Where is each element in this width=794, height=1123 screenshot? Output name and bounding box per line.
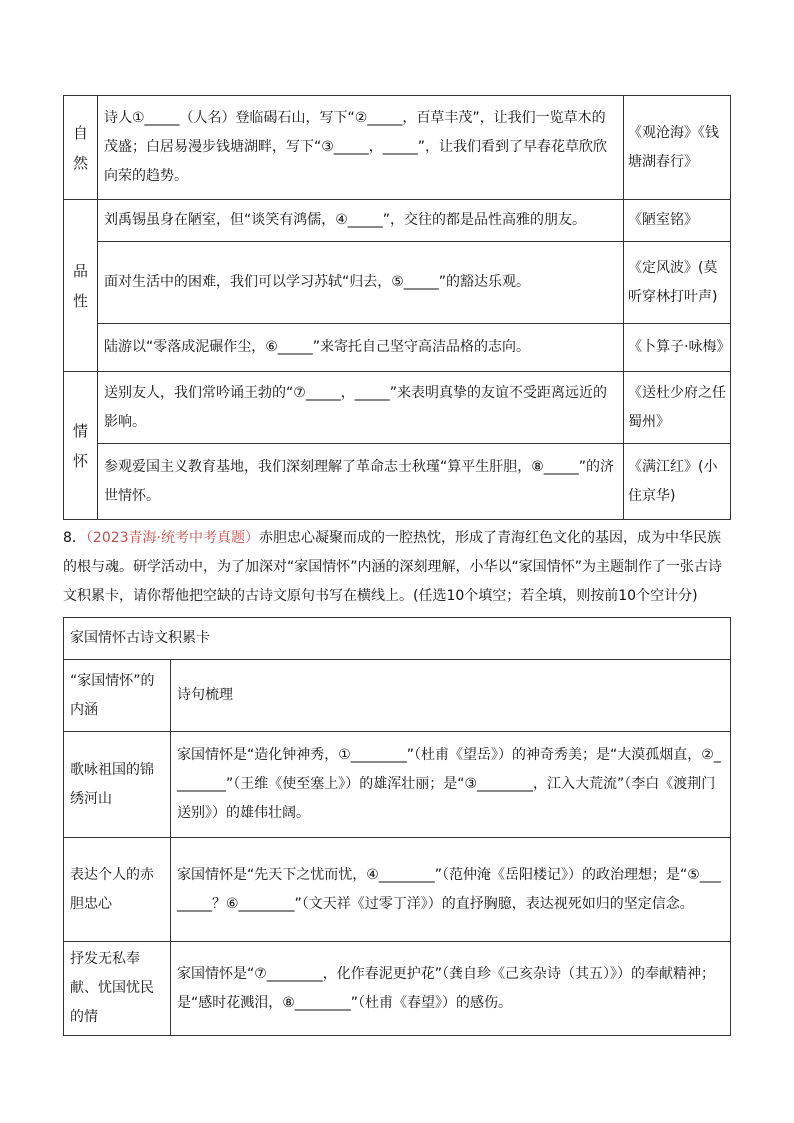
question-8 <box>63 524 733 611</box>
source-cell: 《定风波》(莫听穿林打叶声) <box>624 242 731 324</box>
table-row <box>64 324 731 372</box>
question-text: 赤胆忠心凝聚而成的一腔热忱，形成了青海红色文化的基因，成为中华民族的根与魂。研学活动中，为了加深对“家国情怀”内涵的深刻理解，小华以“家国情怀”为主题制作了一张古诗文积累卡，请你帮他把空缺的古诗文原句书写在横线上。(任选10个填空；若全填，则按前10个空计分) <box>63 530 723 604</box>
content-cell: 刘禹锡虽身在陋室，但“谈笑有鸿儒，④_____”，交往的都是品性高雅的朋友。 <box>98 200 624 242</box>
table-title-row <box>64 618 731 660</box>
source-cell: 《陋室铭》 <box>624 200 731 242</box>
poetry-table-2 <box>63 617 731 1036</box>
table-row <box>64 444 731 520</box>
table-row <box>64 96 731 200</box>
category-cell: 品性 <box>64 200 98 372</box>
content-cell: 送别友人，我们常吟诵王勃的“⑦_____，_____”来表明真挚的友谊不受距离远近的影响。 <box>98 372 624 444</box>
table-row <box>64 372 731 444</box>
content-cell: 家国情怀是“⑦________，化作春泥更护花”（龚自珍《己亥杂诗（其五）》）的奉献精神；是“感时花溅泪，⑧________”（杜甫《春望》）的感伤。 <box>171 942 731 1036</box>
category-cell: 自然 <box>64 96 98 200</box>
content-cell: 诗人①_____（人名）登临碣石山，写下“②_____，百草丰茂”，让我们一览草木的茂盛；白居易漫步钱塘湖畔，写下“③_____，_____”，让我们看到了早春花草欣欣向荣的趋势。 <box>98 96 624 200</box>
table-header-row <box>64 660 731 732</box>
table-row <box>64 942 731 1036</box>
table-row <box>64 732 731 838</box>
source-cell: 《卜算子·咏梅》 <box>624 324 731 372</box>
question-number: 8． <box>63 530 86 546</box>
source-cell: 《满江红》(小住京华) <box>624 444 731 520</box>
header-meaning: “家国情怀”的内涵 <box>64 660 171 732</box>
question-source-tag[interactable]: （2023青海·统考中考真题） <box>85 530 260 546</box>
content-cell: 家国情怀是“造化钟神秀，①________”（杜甫《望岳》）的神奇秀美；是“大漠孤烟直，②________”（王维《使至塞上》）的雄浑壮丽；是“③________，江入大荒流”（李白《渡荆门送别》）的雄伟壮阔。 <box>171 732 731 838</box>
category-cell: 情怀 <box>64 372 98 520</box>
content-cell: 参观爱国主义教育基地，我们深刻理解了革命志士秋瑾“算平生肝胆，⑧_____”的济世情怀。 <box>98 444 624 520</box>
content-cell: 陆游以“零落成泥碾作尘，⑥_____”来寄托自己坚守高洁品格的志向。 <box>98 324 624 372</box>
header-content: 诗句梳理 <box>171 660 731 732</box>
meaning-cell: 抒发无私奉献、忧国忧民的情 <box>64 942 171 1036</box>
table-row <box>64 200 731 242</box>
content-cell: 面对生活中的困难，我们可以学习苏轼“归去，⑤_____”的豁达乐观。 <box>98 242 624 324</box>
card-title: 家国情怀古诗文积累卡 <box>64 618 731 660</box>
content-cell: 家国情怀是“先天下之忧而忧，④________”（范仲淹《岳阳楼记》）的政治理想；是“⑤________？⑥________”（文天祥《过零丁洋》）的直抒胸臆，表达视死如归的坚定信念。 <box>171 838 731 942</box>
meaning-cell: 表达个人的赤胆忠心 <box>64 838 171 942</box>
source-cell: 《送杜少府之任蜀州》 <box>624 372 731 444</box>
table-row <box>64 838 731 942</box>
meaning-cell: 歌咏祖国的锦绣河山 <box>64 732 171 838</box>
poetry-table-1 <box>63 95 731 520</box>
table-row <box>64 242 731 324</box>
source-cell: 《观沧海》《钱塘湖春行》 <box>624 96 731 200</box>
